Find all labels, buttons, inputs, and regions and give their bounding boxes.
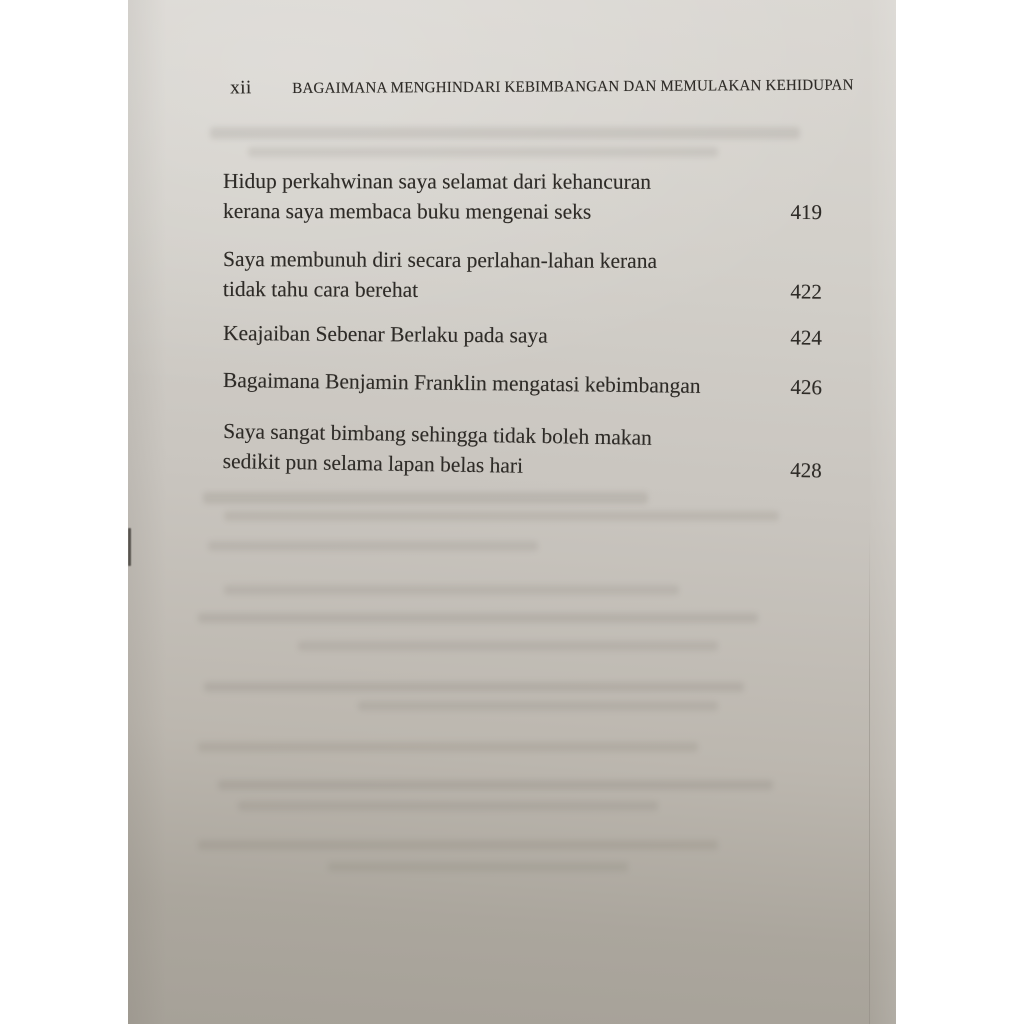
toc-page-number: 424 [790, 325, 823, 350]
toc-page-number: 419 [790, 199, 822, 225]
toc-entry-title [223, 166, 779, 227]
toc-entry-title [223, 244, 779, 306]
toc-entry [223, 244, 822, 307]
folio-page-number: xii [230, 77, 252, 99]
toc-entry-line: kerana saya membaca buku mengenai seks [222, 199, 592, 224]
toc-page-number: 428 [790, 457, 822, 483]
toc-entry-line: Bagaimana Benjamin Franklin mengatasi kebimbangan [222, 368, 701, 398]
running-header [128, 0, 896, 100]
running-title: BAGAIMANA MENGHINDARI KEBIMBANGAN DAN MEMULAKAN KEHIDUPAN [291, 76, 854, 97]
page-edge-crease [869, 532, 870, 1024]
toc-entry [223, 166, 822, 227]
toc-page-number: 422 [790, 279, 822, 304]
page-content [128, 0, 896, 1024]
toc-entry [223, 318, 822, 353]
toc-entry-line: Hidup perkahwinan saya selamat dari kehancuran [223, 169, 652, 194]
page-edge-highlight [869, 0, 896, 1024]
toc-entry [223, 365, 822, 402]
toc-entry-title [223, 416, 779, 485]
toc-entry [223, 416, 823, 485]
toc-entry-line: sedikit pun selama lapan belas hari [222, 448, 524, 478]
toc-entry-line: Saya sangat bimbang sehingga tidak boleh makan [223, 419, 653, 450]
toc-entry-line: Keajaiban Sebenar Berlaku pada saya [222, 321, 548, 348]
table-of-contents [128, 166, 896, 483]
toc-page-number: 426 [790, 374, 823, 400]
toc-entry-title [223, 318, 779, 352]
toc-entry-line: tidak tahu cara berehat [222, 276, 419, 302]
toc-entry-line: Saya membunuh diri secara perlahan-lahan kerana [223, 247, 658, 273]
toc-entry-title [223, 365, 779, 402]
spine-mark [128, 528, 131, 566]
book-page-photo [128, 0, 896, 1024]
